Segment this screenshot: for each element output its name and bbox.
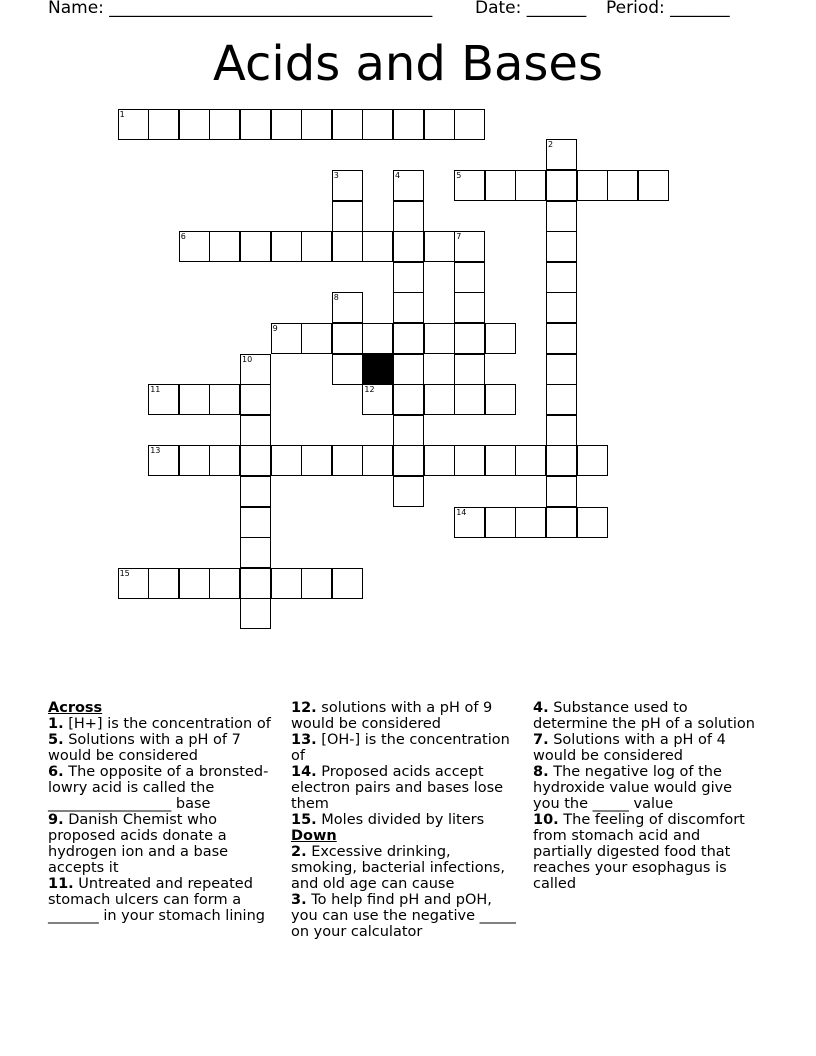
grid-cell[interactable] (454, 507, 485, 538)
grid-cell[interactable] (148, 568, 179, 599)
grid-cell[interactable] (332, 231, 363, 262)
grid-cell[interactable] (393, 415, 424, 446)
grid-cell[interactable] (393, 445, 424, 476)
grid-cell[interactable] (332, 109, 363, 140)
grid-cell[interactable] (301, 231, 332, 262)
grid-cell[interactable] (424, 109, 455, 140)
grid-cell[interactable] (454, 292, 485, 323)
grid-cell[interactable] (607, 170, 638, 201)
clue-across-12 (291, 700, 521, 732)
page-title: Acids and Bases (213, 36, 603, 92)
cell-number: 13 (150, 446, 161, 456)
grid-cell[interactable] (393, 354, 424, 385)
clue-across-6 (48, 764, 278, 812)
grid-cell[interactable] (240, 537, 271, 568)
clue-across-9 (48, 812, 278, 876)
clue-text: Substance used to determine the pH of a solution (533, 700, 755, 732)
grid-cell[interactable] (209, 445, 240, 476)
grid-cell[interactable] (240, 415, 271, 446)
clue-down-4 (533, 700, 763, 732)
grid-cell[interactable] (485, 384, 516, 415)
grid-cell[interactable] (362, 445, 393, 476)
cell-number: 5 (456, 171, 462, 180)
clue-number: 3. (291, 892, 307, 908)
grid-cell[interactable] (332, 201, 363, 232)
grid-cell[interactable] (209, 231, 240, 262)
grid-cell[interactable] (546, 231, 577, 262)
clue-number: 7. (533, 732, 549, 748)
grid-cell[interactable] (148, 384, 179, 415)
clue-number: 2. (291, 844, 307, 860)
grid-cell[interactable] (240, 568, 271, 599)
grid-cell[interactable] (454, 384, 485, 415)
grid-cell[interactable] (424, 445, 455, 476)
grid-cell[interactable] (638, 170, 669, 201)
cell-number: 8 (333, 293, 339, 303)
grid-cell[interactable] (393, 292, 424, 323)
cell-number: 2 (548, 140, 554, 150)
grid-cell[interactable] (362, 384, 393, 415)
clue-across-11 (48, 876, 278, 924)
cell-number: 1 (119, 109, 125, 119)
grid-cell[interactable] (393, 170, 424, 201)
clue-text: The negative log of the hydroxide value would give you the _____ value (533, 764, 733, 812)
grid-cell[interactable] (118, 109, 149, 140)
grid-cell[interactable] (454, 109, 485, 140)
across-heading: Across (48, 700, 103, 716)
clue-number: 9. (48, 812, 64, 828)
clues-column-2 (291, 700, 521, 940)
grid-cell[interactable] (271, 109, 302, 140)
grid-cell[interactable] (332, 445, 363, 476)
grid-cell[interactable] (485, 507, 516, 538)
grid-cell[interactable] (209, 109, 240, 140)
clue-text: To help find pH and pOH, you can use the negative _____ on your calculator (291, 892, 516, 940)
clue-across-1 (48, 716, 278, 732)
period-field-label[interactable]: Period: _______ (606, 0, 730, 18)
cell-number: 11 (150, 385, 161, 395)
grid-cell[interactable] (271, 445, 302, 476)
clue-text: solutions with a pH of 9 would be considered (291, 700, 493, 732)
clue-text: Moles divided by liters (321, 812, 485, 828)
grid-cell[interactable] (546, 262, 577, 293)
clue-text: Proposed acids accept electron pairs and bases lose them (291, 764, 504, 812)
grid-cell[interactable] (332, 354, 363, 385)
grid-cell[interactable] (240, 598, 271, 629)
grid-cell[interactable] (240, 109, 271, 140)
grid-cell[interactable] (240, 384, 271, 415)
grid-cell[interactable] (301, 109, 332, 140)
grid-cell[interactable] (362, 109, 393, 140)
grid-cell[interactable] (301, 323, 332, 354)
grid-cell[interactable] (209, 568, 240, 599)
grid-cell[interactable] (546, 476, 577, 507)
grid-cell[interactable] (485, 323, 516, 354)
grid-cell[interactable] (179, 445, 210, 476)
grid-cell[interactable] (362, 323, 393, 354)
grid-cell[interactable] (454, 262, 485, 293)
grid-cell[interactable] (393, 231, 424, 262)
clue-number: 4. (533, 700, 549, 716)
clue-number: 10. (533, 812, 559, 828)
clue-number: 8. (533, 764, 549, 780)
clue-across-14 (291, 764, 521, 812)
grid-cell[interactable] (546, 292, 577, 323)
grid-cell[interactable] (393, 201, 424, 232)
clue-number: 15. (291, 812, 317, 828)
clue-number: 5. (48, 732, 64, 748)
clue-text: [OH-] is the concentration of (291, 732, 510, 764)
grid-cell[interactable] (179, 109, 210, 140)
cell-number: 10 (242, 354, 253, 364)
grid-cell[interactable] (148, 445, 179, 476)
grid-cell[interactable] (240, 231, 271, 262)
grid-cell[interactable] (301, 445, 332, 476)
grid-cell[interactable] (424, 231, 455, 262)
grid-cell[interactable] (485, 170, 516, 201)
grid-cell[interactable] (209, 384, 240, 415)
clue-text: The feeling of discomfort from stomach acid and partially digested food that reaches your esophagus is called (533, 812, 745, 892)
cell-number: 7 (456, 232, 462, 242)
cell-number: 15 (119, 568, 130, 578)
grid-cell[interactable] (454, 445, 485, 476)
cell-number: 4 (395, 171, 401, 180)
clue-number: 13. (291, 732, 317, 748)
grid-cell[interactable] (515, 445, 546, 476)
grid-cell[interactable] (546, 354, 577, 385)
clue-text: Solutions with a pH of 7 would be considered (48, 732, 241, 764)
grid-cell[interactable] (301, 568, 332, 599)
clue-number: 6. (48, 764, 64, 780)
clue-text: Solutions with a pH of 4 would be considered (533, 732, 726, 764)
clue-down-10 (533, 812, 763, 892)
clue-down-2 (291, 844, 521, 892)
down-heading: Down (291, 828, 337, 844)
grid-cell[interactable] (454, 170, 485, 201)
clue-text: Untreated and repeated stomach ulcers can form a _______ in your stomach lining (48, 876, 265, 924)
cell-number: 6 (180, 232, 186, 242)
grid-cell[interactable] (271, 568, 302, 599)
clue-text: The opposite of a bronsted-lowry acid is called the _________________ base (48, 764, 269, 812)
grid-cell[interactable] (454, 323, 485, 354)
grid-cell[interactable] (332, 568, 363, 599)
grid-cell[interactable] (454, 231, 485, 262)
grid-cell[interactable] (240, 445, 271, 476)
clue-text: Excessive drinking, smoking, bacterial infections, and old age can cause (291, 844, 505, 892)
grid-cell[interactable] (118, 568, 149, 599)
clue-text: Danish Chemist who proposed acids donate a hydrogen ion and a base accepts it (48, 812, 229, 876)
clue-number: 12. (291, 700, 317, 716)
grid-cell[interactable] (515, 507, 546, 538)
clue-across-5 (48, 732, 278, 764)
grid-cell[interactable] (393, 109, 424, 140)
cell-number: 9 (272, 324, 278, 333)
clue-number: 14. (291, 764, 317, 780)
grid-cell[interactable] (546, 384, 577, 415)
grid-cell[interactable] (148, 109, 179, 140)
grid-cell[interactable] (424, 323, 455, 354)
grid-cell[interactable] (577, 170, 608, 201)
clue-across-15 (291, 812, 521, 828)
grid-cell[interactable] (332, 292, 363, 323)
grid-cell[interactable] (240, 507, 271, 538)
grid-cell[interactable] (546, 415, 577, 446)
cell-number: 12 (364, 385, 375, 395)
grid-cell[interactable] (546, 323, 577, 354)
grid-cell[interactable] (577, 507, 608, 538)
clue-across-13 (291, 732, 521, 764)
clues-column-3 (533, 700, 763, 892)
grid-cell[interactable] (546, 507, 577, 538)
grid-cell[interactable] (393, 262, 424, 293)
clue-number: 11. (48, 876, 74, 892)
cell-number: 3 (333, 171, 339, 180)
clues-column-1 (48, 700, 278, 924)
grid-cell[interactable] (179, 384, 210, 415)
clue-down-8 (533, 764, 763, 812)
grid-cell[interactable] (515, 170, 546, 201)
name-field-label[interactable]: Name: ______________________________________ (48, 0, 433, 18)
grid-cell[interactable] (546, 445, 577, 476)
grid-cell[interactable] (485, 445, 516, 476)
clue-down-3 (291, 892, 521, 940)
grid-cell[interactable] (393, 476, 424, 507)
clue-down-7 (533, 732, 763, 764)
clue-number: 1. (48, 716, 64, 732)
grid-cell[interactable] (393, 384, 424, 415)
grid-cell[interactable] (271, 323, 302, 354)
grid-cell[interactable] (179, 568, 210, 599)
grid-cell[interactable] (332, 323, 363, 354)
grid-cell[interactable] (393, 323, 424, 354)
grid-cell[interactable] (424, 384, 455, 415)
grid-cell[interactable] (546, 201, 577, 232)
grid-cell[interactable] (546, 170, 577, 201)
grid-cell[interactable] (546, 139, 577, 170)
grid-cell[interactable] (179, 231, 210, 262)
grid-cell[interactable] (332, 170, 363, 201)
grid-cell[interactable] (240, 354, 271, 385)
grid-cell[interactable] (577, 445, 608, 476)
cell-number: 14 (456, 507, 467, 517)
grid-cell[interactable] (271, 231, 302, 262)
grid-cell[interactable] (240, 476, 271, 507)
grid-cell[interactable] (454, 354, 485, 385)
grid-cell[interactable] (362, 231, 393, 262)
blocked-cell (362, 354, 393, 385)
date-field-label[interactable]: Date: _______ (475, 0, 587, 18)
clue-text: [H+] is the concentration of (68, 716, 271, 732)
